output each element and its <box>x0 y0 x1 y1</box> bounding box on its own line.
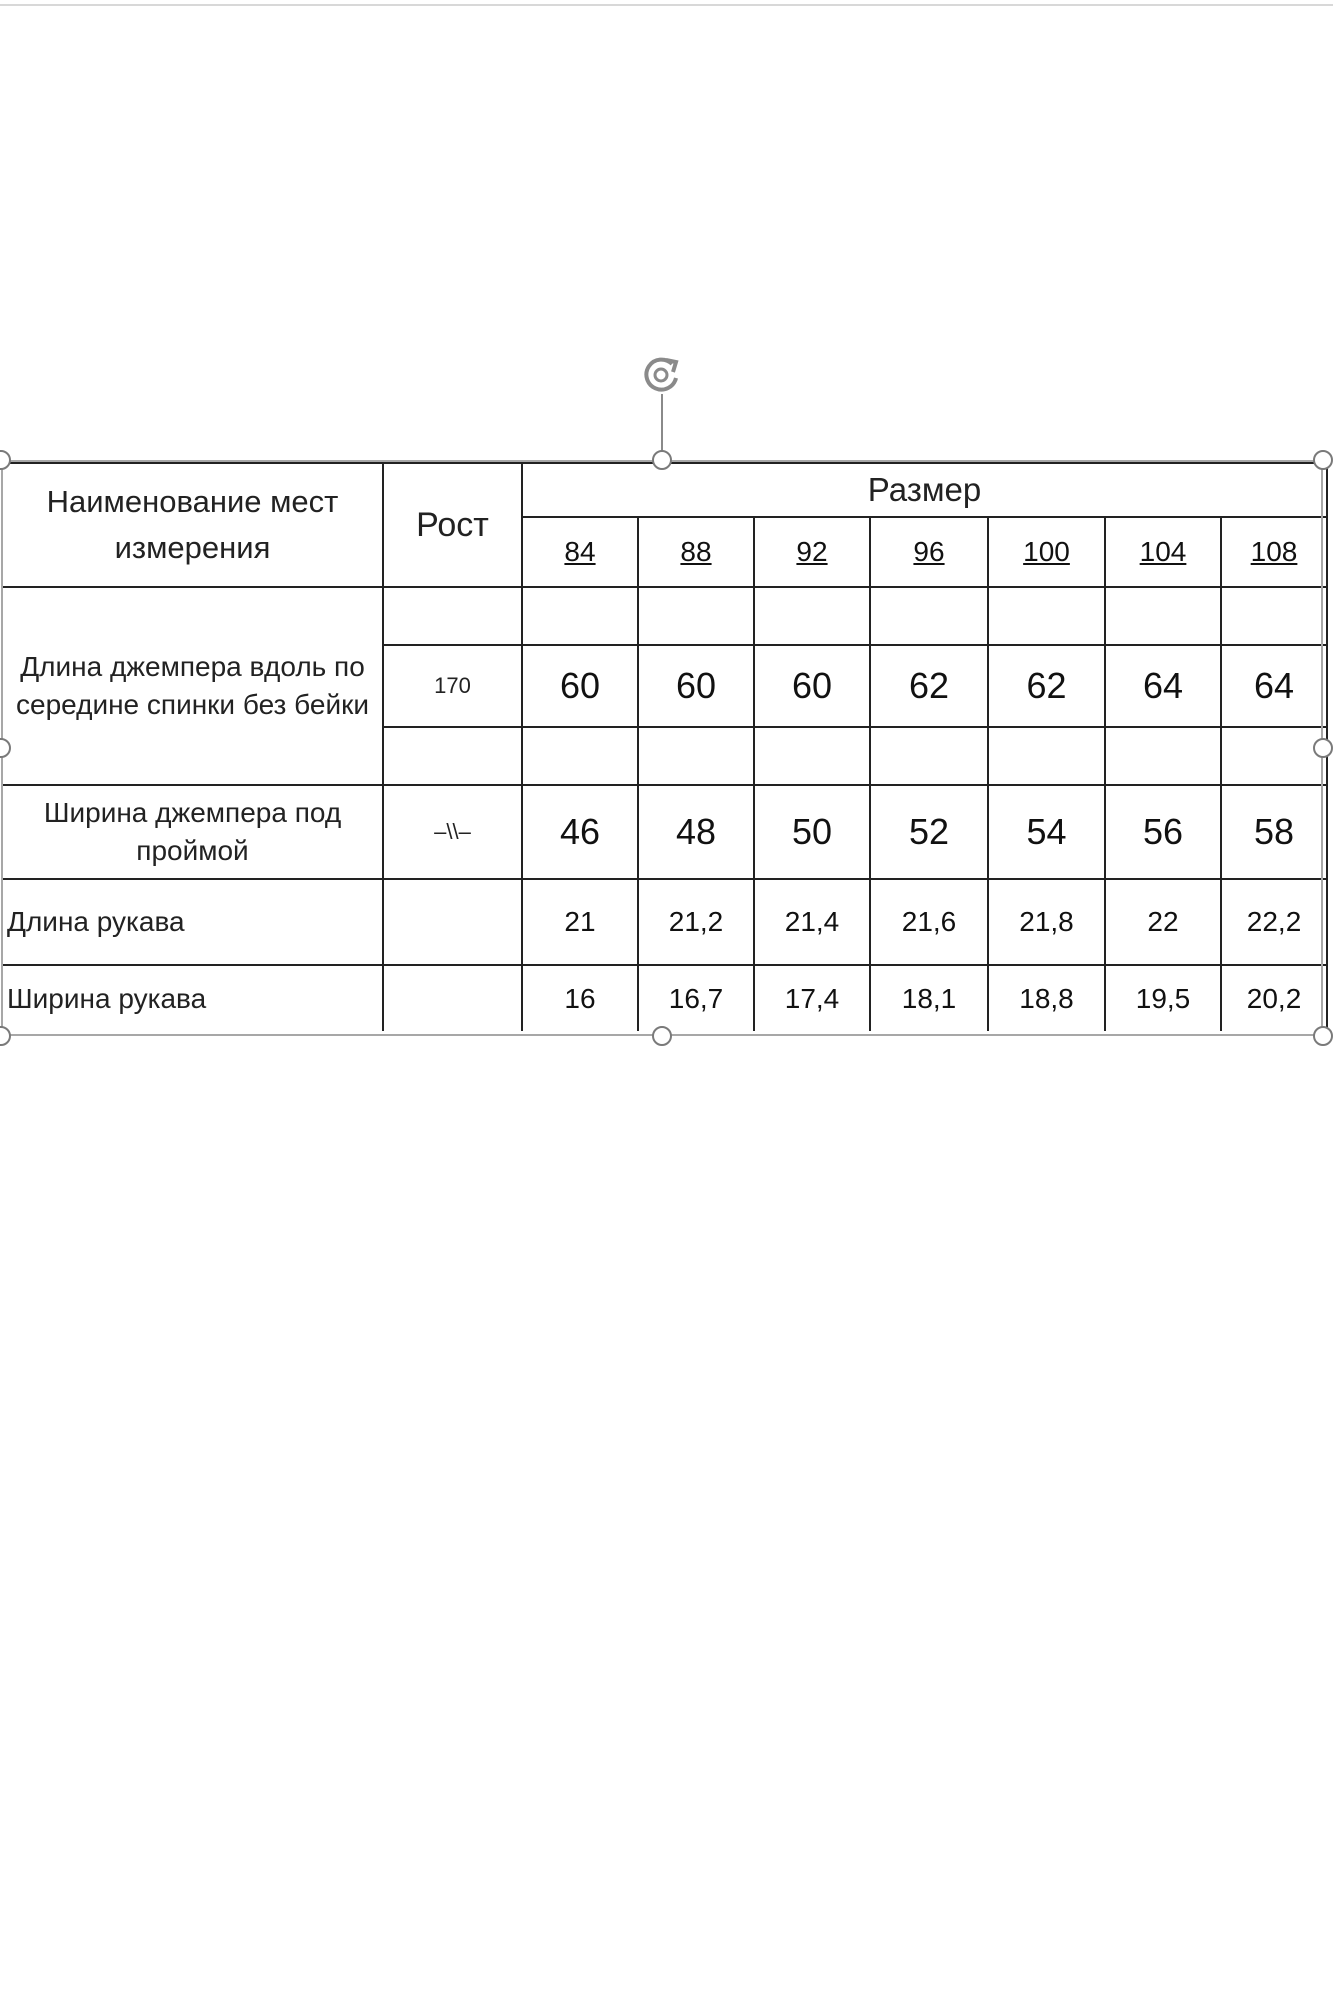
value-cell: 48 <box>638 785 754 879</box>
value-cell: 18,8 <box>988 965 1105 1031</box>
row-label-line1: Длина джемпера вдоль по <box>20 651 365 682</box>
table-row <box>2 785 1327 879</box>
size-header-104: 104 <box>1105 517 1221 587</box>
value-cell: 60 <box>522 645 638 727</box>
value-cell: 21,4 <box>754 879 870 965</box>
value-cell: 64 <box>1221 645 1327 727</box>
value-cell: 62 <box>988 645 1105 727</box>
empty-cell <box>638 727 754 785</box>
value-cell: 20,2 <box>1221 965 1327 1031</box>
empty-cell <box>988 587 1105 645</box>
value-cell: 52 <box>870 785 988 879</box>
value-cell: 62 <box>870 645 988 727</box>
size-header-92: 92 <box>754 517 870 587</box>
header-razmer: Размер <box>522 463 1327 517</box>
rost-value <box>383 965 522 1031</box>
empty-cell <box>383 587 522 645</box>
value-cell: 54 <box>988 785 1105 879</box>
empty-cell <box>638 587 754 645</box>
row-label-sleeve-length: Длина рукава <box>2 879 383 965</box>
table-row <box>2 587 1327 645</box>
value-cell: 50 <box>754 785 870 879</box>
rost-value <box>383 879 522 965</box>
empty-cell <box>1221 727 1327 785</box>
value-cell: 22,2 <box>1221 879 1327 965</box>
empty-cell <box>522 587 638 645</box>
resize-handle-icon[interactable] <box>1313 1026 1333 1046</box>
rotate-handle-icon[interactable] <box>636 350 686 400</box>
value-cell: 56 <box>1105 785 1221 879</box>
table-row <box>2 879 1327 965</box>
value-cell: 60 <box>754 645 870 727</box>
empty-cell <box>754 727 870 785</box>
resize-handle-icon[interactable] <box>1313 450 1333 470</box>
value-cell: 64 <box>1105 645 1221 727</box>
value-cell: 18,1 <box>870 965 988 1031</box>
table-row <box>2 965 1327 1031</box>
resize-handle-icon[interactable] <box>652 450 672 470</box>
header-row-top <box>2 463 1327 517</box>
size-header-108: 108 <box>1221 517 1327 587</box>
row-label-jumper-length <box>2 587 383 785</box>
size-header-100: 100 <box>988 517 1105 587</box>
value-cell: 58 <box>1221 785 1327 879</box>
size-chart-table[interactable] <box>1 462 1328 1031</box>
empty-cell <box>1105 587 1221 645</box>
value-cell: 16,7 <box>638 965 754 1031</box>
resize-handle-icon[interactable] <box>1313 738 1333 758</box>
value-cell: 60 <box>638 645 754 727</box>
size-header-88: 88 <box>638 517 754 587</box>
empty-cell <box>754 587 870 645</box>
value-cell: 21,2 <box>638 879 754 965</box>
value-cell: 19,5 <box>1105 965 1221 1031</box>
top-divider <box>0 4 1333 6</box>
value-cell: 21 <box>522 879 638 965</box>
row-label-line1: Ширина джемпера под <box>43 797 342 828</box>
size-header-84: 84 <box>522 517 638 587</box>
empty-cell <box>870 727 988 785</box>
row-label-sleeve-width: Ширина рукава <box>2 965 383 1031</box>
empty-cell <box>1221 587 1327 645</box>
value-cell: 21,8 <box>988 879 1105 965</box>
resize-handle-icon[interactable] <box>652 1026 672 1046</box>
header-measurement-name <box>2 463 383 587</box>
empty-cell <box>522 727 638 785</box>
header-name-line1: Наименование мест <box>46 484 339 519</box>
row-label-jumper-width <box>2 785 383 879</box>
rost-value: 170 <box>383 645 522 727</box>
value-cell: 22 <box>1105 879 1221 965</box>
header-name-line2: измерения <box>114 530 271 565</box>
row-label-line2: проймой <box>136 835 249 866</box>
empty-cell <box>870 587 988 645</box>
empty-cell <box>988 727 1105 785</box>
empty-cell <box>383 727 522 785</box>
row-label-line2: середине спинки без бейки <box>16 689 369 720</box>
rost-value: –\\– <box>383 785 522 879</box>
rotate-handle-stem <box>661 394 663 456</box>
value-cell: 46 <box>522 785 638 879</box>
header-rost: Рост <box>383 463 522 587</box>
value-cell: 16 <box>522 965 638 1031</box>
value-cell: 21,6 <box>870 879 988 965</box>
value-cell: 17,4 <box>754 965 870 1031</box>
size-header-96: 96 <box>870 517 988 587</box>
empty-cell <box>1105 727 1221 785</box>
